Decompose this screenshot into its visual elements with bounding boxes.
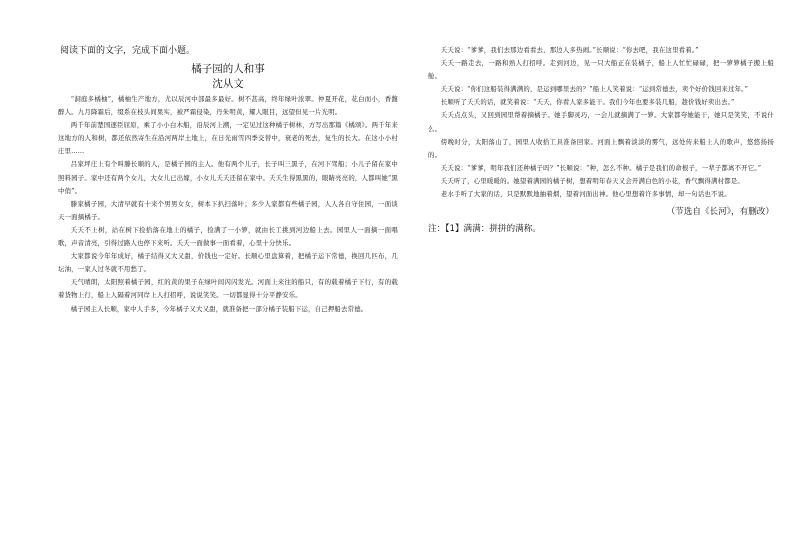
paragraph: 天气晴朗，太阳照着橘子园，红的黄的果子在绿叶间闪闪发光。河面上来往的船只，有的载着橘子下行，有的载着货物上行，船上人隔着河同岸上人打招呼，说说笑笑。一切都显得十分平静安乐。: [58, 278, 398, 300]
paragraph: 夭夭听了，心里暖暖的。她望着满园的橘子树，想着明年春天又会开满白色的小花，香气飘得满村都是。: [440, 176, 744, 185]
paragraph: 长顺听了夭夭的话，就笑着说：“夭夭，你看人家多能干。我们今年也要多装几船，趁价钱好卖出去。”: [440, 98, 735, 107]
paragraph: 橘子园主人长顺，家中人手多，今年橘子又大又甜，就准备把一部分橘子装船下运，自己押船去常德。: [70, 304, 368, 313]
paragraph: 夭夭点点头，又回到园里帮着摘橘子。她手脚灵巧，一会儿就摘满了一箩。大家都夸她能干，她只是笑笑，不说什么。: [428, 111, 774, 133]
paragraph: 夭夭一路走去，一路和熟人打招呼。走到河边，见一只大船正在装橘子，船上人忙忙碌碌，把一箩箩橘子搬上船舱。: [428, 59, 774, 81]
source-citation: （节选自《长河》，有删改）: [666, 207, 774, 218]
paragraph: 夭夭不上树，站在树下捡拾落在地上的橘子，捡满了一小箩，就由长工挑到河边船上去。园里人一面摘一面唱歌，声音清亮，引得过路人也停下来听。夭夭一面做事一面看着，心里十分快乐。: [58, 225, 398, 248]
paragraph: 夭夭说：“爹爹，明年我们还种橘子吗？”长顺说：“种，怎么不种。橘子是我们的命根子，一辈子都离不开它。”: [440, 163, 762, 172]
paragraph: 大家都说今年年成好，橘子结得又大又甜，价钱也一定好。长顺心里盘算着，把橘子运下常德，换回几匹布，几坛油，一家人过冬就不用愁了。: [58, 252, 398, 274]
article-author: 沈从文: [212, 78, 244, 90]
article-title: 橘子园的人和事: [191, 63, 265, 75]
paragraph: 夭夭说：“爹爹，我们去那边看看去，那边人多热闹。”长顺说：“你去吧，我在这里看着。”: [440, 46, 699, 54]
paragraph: 吕家坪庄上有个叫滕长顺的人，是橘子园的主人。他有两个儿子，长子叫三黑子，在河下驾船；小儿子留在家中照料园子。家中还有两个女儿，大女儿已出嫁，小女儿夭夭还留在家中。夭夭生得黑黑的，眼睛亮亮的，人都叫她“黑中俏”。: [58, 160, 398, 195]
paragraph: 夭夭说：“你们这船装得满满的，是运到哪里去的？”船上人笑着说：“运到常德去，卖个好价钱回来过年。”: [440, 85, 749, 94]
paragraph: 两千年前楚国逐臣屈原，乘了小小白木船，沿辰河上溯，一定见过这种橘子树林，方写出那篇《橘颂》。两千年来这地方的人和树，都还依然寄生在沿河两岸土地上，在日光雨雪四季交替中，衰老的死去，复生的长大。在这小小村庄里……: [58, 121, 398, 156]
paragraph: 滕家橘子园，大清早就有十来个男男女女，树本下扒扫落叶；多少人家都有些橘子园，人人各自守住园，一面谈天一面摘橘子。: [58, 199, 398, 221]
right-column: [428, 44, 774, 236]
paragraph: “洞庭多橘柚”，橘柚生产地方，尤以辰河中部最多最好。树不甚高，终年绿叶浓翠。仲夏开花，花白而小，香馥醉人。九月降霜后，缀系在枝头间果实，被严霜侵染，丹朱明黄，耀人眼目，远望但见一片光明。: [58, 95, 398, 117]
paragraph: 傍晚时分，太阳落山了，园里人收拾工具准备回家。河面上飘着淡淡的雾气，远处传来船上人的歌声，悠悠扬扬的。: [428, 137, 774, 159]
footnote: 注：【1】满满：拼拼的满称。: [428, 224, 541, 235]
left-column: [58, 44, 398, 316]
question-instruction: 阅读下面的文字，完成下面小题。: [60, 46, 196, 56]
paragraph: 老水手听了大家的话，只是默默地抽着烟，望着河面出神。他心里想着许多事情，却一句话也不说。: [440, 190, 731, 199]
